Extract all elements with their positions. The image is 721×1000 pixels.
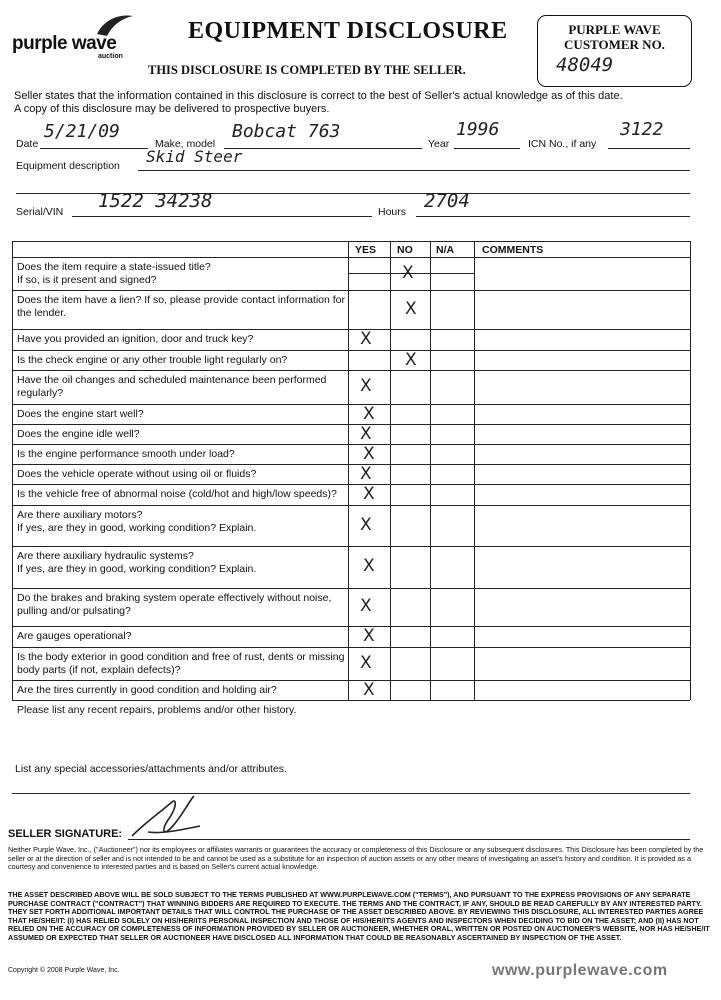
answer-cell-no[interactable] — [391, 351, 429, 369]
answer-cell-no[interactable] — [391, 627, 429, 646]
table-row-divider — [12, 505, 690, 506]
answer-cell-no[interactable] — [391, 681, 429, 699]
col-comments-header: COMMENTS — [482, 244, 544, 256]
answer-cell-na[interactable] — [431, 351, 473, 369]
answer-cell-yes[interactable] — [349, 351, 389, 369]
answer-cell-no[interactable] — [391, 258, 429, 289]
serial-label: Serial/VIN — [16, 206, 64, 218]
hours-field[interactable]: 2704 — [424, 190, 470, 212]
table-row-divider — [12, 546, 690, 547]
answer-cell-yes[interactable] — [349, 506, 389, 545]
answer-cell-yes[interactable] — [349, 465, 389, 483]
customer-box-label-1: PURPLE WAVE — [568, 22, 661, 37]
answer-cell-na[interactable] — [431, 405, 473, 423]
hours-label: Hours — [378, 206, 407, 218]
website-link[interactable]: www.purplewave.com — [492, 962, 668, 979]
answer-cell-yes[interactable] — [349, 371, 389, 403]
col-yes-header: YES — [355, 244, 377, 256]
table-col-divider — [348, 241, 349, 700]
answer-cell-no[interactable] — [391, 547, 429, 587]
table-top-border — [12, 241, 690, 242]
intro-line-1: Seller states that the information contained in this disclosure is correct to the best of Seller's actual knowledge as of this date. — [14, 90, 623, 102]
table-row-divider — [12, 464, 690, 465]
answer-cell-yes[interactable] — [349, 648, 389, 679]
col-na-header: N/A — [436, 244, 455, 256]
answer-cell-yes[interactable] — [349, 425, 389, 443]
answer-check-mark: X — [363, 680, 375, 700]
make-label: Make, model — [155, 138, 216, 150]
question-text: Have the oil changes and scheduled maintenance been performed regularly? — [17, 374, 327, 399]
question-text: Are the tires currently in good condition and holding air? — [17, 684, 277, 696]
table-row-divider — [12, 700, 690, 701]
answer-check-mark: X — [360, 652, 372, 673]
answer-cell-no[interactable] — [391, 371, 429, 403]
make-line — [224, 148, 422, 149]
answer-cell-no[interactable] — [391, 291, 429, 328]
description-field[interactable]: Skid Steer — [146, 147, 243, 166]
answer-cell-na[interactable] — [431, 485, 473, 504]
answer-cell-yes[interactable] — [349, 589, 389, 625]
answer-cell-yes[interactable] — [349, 701, 389, 759]
table-left-border — [12, 241, 13, 700]
answer-cell-no[interactable] — [391, 485, 429, 504]
table-row-divider — [12, 290, 690, 291]
answer-cell-no[interactable] — [391, 405, 429, 423]
answer-cell-na[interactable] — [431, 371, 473, 403]
question-text: Are gauges operational? — [17, 630, 132, 642]
question-text: Does the vehicle operate without using oil or fluids? — [17, 468, 257, 480]
answer-cell-na[interactable] — [431, 445, 473, 463]
table-col-divider — [430, 241, 431, 700]
answer-cell-no[interactable] — [391, 589, 429, 625]
icn-line — [608, 148, 690, 149]
answer-cell-yes[interactable] — [349, 681, 389, 699]
answer-cell-no[interactable] — [391, 701, 429, 759]
question-text: Are there auxiliary motors? If yes, are they in good, working condition? Explain. — [17, 509, 257, 534]
answer-cell-na[interactable] — [431, 506, 473, 545]
answer-check-mark: X — [360, 514, 372, 535]
table-row-divider — [12, 257, 690, 258]
intro-text — [14, 90, 704, 116]
date-field[interactable]: 5/21/09 — [44, 121, 120, 142]
answer-check-mark: X — [360, 376, 372, 396]
table-row-divider — [12, 404, 690, 405]
table-row-divider — [12, 350, 690, 351]
table-row-divider — [12, 424, 690, 425]
answer-cell-no[interactable] — [391, 465, 429, 483]
question-text: Are there auxiliary hydraulic systems? If yes, are they in good, working condition? Explain. — [17, 550, 257, 575]
question-text: Does the engine start well? — [17, 408, 144, 420]
customer-box-label-2: CUSTOMER NO. — [564, 37, 665, 52]
answer-cell-na[interactable] — [431, 681, 473, 699]
hours-line — [416, 216, 690, 217]
answer-cell-na[interactable] — [431, 547, 473, 587]
answer-check-mark: X — [405, 350, 417, 370]
answer-check-mark: X — [360, 424, 372, 444]
answer-check-mark: X — [363, 444, 375, 464]
customer-number[interactable]: 48049 — [556, 54, 614, 76]
table-row-divider — [12, 626, 690, 627]
seller-signature-icon — [128, 792, 218, 844]
answer-cell-na[interactable] — [431, 465, 473, 483]
answer-cell-yes[interactable] — [349, 291, 389, 328]
answer-cell-no[interactable] — [391, 506, 429, 545]
answer-check-mark: X — [405, 298, 417, 319]
terms-notice: THE ASSET DESCRIBED ABOVE WILL BE SOLD SUBJECT TO THE TERMS PUBLISHED AT WWW.PURPLEWAVE.COM ("TERMS"), AND PURSUANT TO THE EXPRESS PROVISIONS OF ANY SEPARATE PURCHASE CONTRACT ("CONTRACT") THAT WINNING BIDDERS ARE REQUIRED TO EXECUTE. THE TERMS AND THE CONTRACT, IF ANY, SHOULD BE READ CAREFULLY BY ANY INTERESTED PARTY. THEY SET FORTH ADDITIONAL IMPORTANT DETAILS THAT WILL CONTROL THE PURCHASE OF THE ASSET DESCRIBED ABOVE. BY REVIEWING THIS DISCLOSURE, ALL INTERESTED PARTIES AGREE THAT HE/SHE/IT: (I) HAS RELIED SOLELY ON HIS/HER/ITS PERSONAL INSPECTION AND THOSE OF HIS/HER/ITS AGENTS AND INSPECTORS WHEN DECIDING TO BID ON THE ASSET; AND (II) HAS NOT RELIED ON THE ACCURACY OR COMPLETENESS OF INFORMATION PROVIDED BY SELLER OR AUCTIONEER, WHETHER ORAL, WRITTEN OR POSTED ON AUCTIONEER'S WEBSITE, NOR HAS HE/SHE/IT ASSUMED OR EXPECTED THAT SELLER OR AUCTIONEER HAVE DISCLOSED ALL INFORMATION THAT COULD BE REASONABLY ASCERTAINED BY INSPECTION OF THE ASSET. — [8, 890, 710, 942]
answer-check-mark: X — [360, 329, 372, 349]
answer-cell-yes[interactable] — [349, 330, 389, 349]
customer-number-box — [537, 15, 692, 87]
question-text: Do the brakes and braking system operate effectively without noise, pulling and/or pulsating? — [17, 592, 332, 617]
question-text: Is the vehicle free of abnormal noise (cold/hot and high/low speeds)? — [17, 488, 337, 500]
answer-cell-yes[interactable] — [349, 485, 389, 504]
answer-check-mark: X — [363, 556, 375, 576]
intro-line-2: A copy of this disclosure may be delivered to prospective buyers. — [14, 103, 330, 115]
signature-label: SELLER SIGNATURE: — [8, 828, 123, 840]
col-no-header: NO — [397, 244, 413, 256]
answer-check-mark: X — [402, 262, 414, 283]
answer-cell-yes[interactable] — [349, 627, 389, 646]
question-text: Please list any recent repairs, problems and/or other history. — [17, 704, 297, 716]
copyright: Copyright © 2008 Purple Wave, Inc. — [8, 967, 120, 974]
answer-cell-na[interactable] — [431, 425, 473, 443]
table-row-divider — [12, 588, 690, 589]
legal-disclaimer: Neither Purple Wave, Inc., ("Auctioneer") nor its employees or affiliates warrants or guarantees the accuracy or completeness of this Disclosure or any subsequent disclosures. This Disclosure has been completed by the seller or at the direction of seller and is not intended to be and cannot be used as a substitute for an inspection of auction assets or any other means of investigating an asset's history and condition. It is provided as a courtesy and convenience to interested parties and is based on Seller's current actual knowledge. — [8, 845, 704, 871]
serial-line — [72, 216, 372, 217]
table-col-divider — [390, 241, 391, 700]
answer-cell-na[interactable] — [431, 701, 473, 759]
answer-cell-na[interactable] — [431, 627, 473, 646]
answer-cell-no[interactable] — [391, 330, 429, 349]
table-row-divider — [12, 370, 690, 371]
answer-cell-yes[interactable] — [349, 547, 389, 587]
logo-subtitle: auction — [98, 53, 123, 60]
question-text: Does the item require a state-issued title? If so, is it present and signed? — [17, 261, 211, 286]
table-row-divider — [12, 680, 690, 681]
accessories-label: List any special accessories/attachments and/or attributes. — [15, 763, 287, 775]
table-col-divider — [474, 241, 475, 700]
page-subtitle: THIS DISCLOSURE IS COMPLETED BY THE SELLER. — [148, 63, 466, 77]
answer-cell-na[interactable] — [431, 648, 473, 679]
question-text: Have you provided an ignition, door and truck key? — [17, 333, 254, 345]
table-row-subdivider — [348, 273, 474, 274]
table-row-divider — [12, 647, 690, 648]
answer-check-mark: X — [363, 484, 375, 504]
question-text: Does the item have a lien? If so, please provide contact information for the lender. — [17, 294, 346, 319]
serial-field[interactable]: 1522 34238 — [98, 190, 213, 212]
date-line — [40, 148, 148, 149]
date-label: Date — [16, 138, 39, 150]
question-text: Does the engine idle well? — [17, 428, 140, 440]
description-line — [138, 170, 690, 171]
answer-cell-no[interactable] — [391, 445, 429, 463]
answer-cell-yes[interactable] — [349, 445, 389, 463]
logo: purple wave — [12, 33, 117, 54]
icn-label: ICN No., if any — [528, 138, 597, 150]
answer-cell-yes[interactable] — [349, 405, 389, 423]
answer-cell-na[interactable] — [431, 258, 473, 289]
year-label: Year — [428, 138, 450, 150]
answer-cell-no[interactable] — [391, 648, 429, 679]
question-text: Is the check engine or any other trouble light regularly on? — [17, 354, 288, 366]
answer-check-mark: X — [363, 404, 375, 424]
description-label: Equipment description — [16, 160, 120, 172]
table-row-divider — [12, 484, 690, 485]
year-line — [454, 148, 520, 149]
answer-check-mark: X — [360, 596, 372, 616]
table-row-divider — [12, 444, 690, 445]
question-text: Is the body exterior in good condition and free of rust, dents or missing body parts (if not, explain defects)? — [17, 651, 345, 676]
icn-field[interactable]: 3122 — [620, 119, 664, 140]
year-field[interactable]: 1996 — [456, 119, 500, 140]
question-text: Is the engine performance smooth under load? — [17, 448, 235, 460]
answer-cell-no[interactable] — [391, 425, 429, 443]
page-title: EQUIPMENT DISCLOSURE — [188, 18, 508, 44]
answer-cell-na[interactable] — [431, 291, 473, 328]
accessories-line[interactable] — [12, 793, 690, 794]
answer-cell-na[interactable] — [431, 330, 473, 349]
table-row-divider — [12, 329, 690, 330]
answer-check-mark: X — [363, 626, 375, 646]
answer-cell-na[interactable] — [431, 589, 473, 625]
make-field[interactable]: Bobcat 763 — [232, 121, 341, 142]
table-right-border — [690, 241, 691, 700]
answer-check-mark: X — [360, 464, 372, 484]
answer-cell-yes[interactable] — [349, 258, 389, 289]
